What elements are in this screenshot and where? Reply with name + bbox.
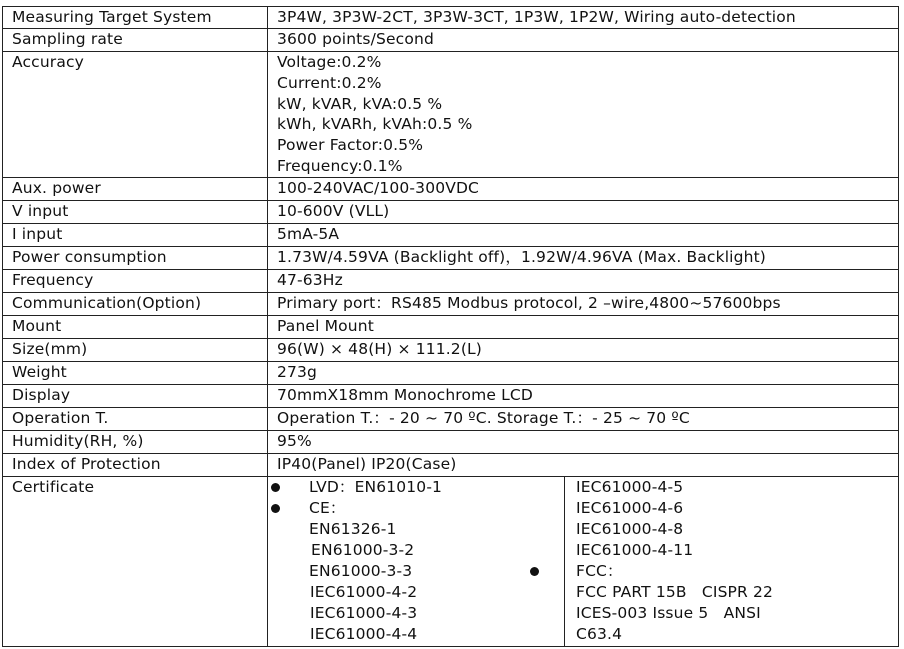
spec-value: Primary port：RS485 Modbus protocol, 2 –wire,4800~57600bps [268,292,899,315]
list-item [576,561,866,582]
certificate-item: IEC61000-4-4 [310,624,418,643]
certificate-list [268,477,898,646]
certificate-item: IEC61000-4-3 [310,603,418,622]
certificate-item: FCC： [576,561,623,580]
spec-value: Operation T.：- 20 ~ 70 ºC. Storage T.：- 25 ~ 70 ºC [268,407,899,430]
certificate-item: EN61326-1 [309,519,397,538]
spec-label: Sampling rate [3,29,268,52]
spec-label: Mount [3,315,268,338]
list-item [268,540,564,561]
accuracy-line: Frequency:0.1% [277,156,403,175]
certificate-item: ICES-003 Issue 5 ANSI [576,603,761,622]
certificate-item: IEC61000-4-6 [576,498,684,517]
spec-label: Measuring Target System [3,7,268,29]
list-item [268,624,564,645]
certificate-column-left [268,477,564,645]
table-row [3,292,899,315]
spec-value: IP40(Panel) IP20(Case) [268,453,899,476]
list-item [268,603,564,624]
spec-value: 273g [268,361,899,384]
list-item [268,519,564,540]
spec-value: 100-240VAC/100-300VDC [268,177,899,200]
spec-label: Weight [3,361,268,384]
table-row [3,177,899,200]
specification-sheet [2,6,899,647]
spec-value: 3P4W, 3P3W-2CT, 3P3W-3CT, 1P3W, 1P2W, Wiring auto-detection [268,7,899,29]
certificate-cell [268,476,899,646]
spec-label: Communication(Option) [3,292,268,315]
list-item [268,582,564,603]
spec-value: 10-600V (VLL) [268,200,899,223]
spec-label: Operation T. [3,407,268,430]
accuracy-line: Voltage:0.2% [277,53,382,71]
list-item [576,624,866,645]
table-row [3,246,899,269]
spec-label: Index of Protection [3,453,268,476]
list-item [576,519,866,540]
spec-label: Size(mm) [3,338,268,361]
spec-value: 5mA-5A [268,223,899,246]
table-row [3,223,899,246]
accuracy-line: Power Factor:0.5% [277,136,424,155]
spec-value-multiline [268,52,899,178]
spec-label: Certificate [3,476,268,646]
certificate-column-right [576,477,866,645]
bullet-icon [271,483,280,492]
certificate-item: FCC PART 15B CISPR 22 [576,582,774,601]
column-divider [564,476,565,646]
certificate-item: C63.4 [576,624,623,643]
spec-label: Accuracy [3,52,268,178]
list-item [576,477,866,498]
spec-label: Frequency [3,269,268,292]
certificate-item: IEC61000-4-8 [576,519,684,538]
table-row [3,52,899,178]
list-item [268,561,564,582]
certificate-item: CE： [309,498,346,517]
accuracy-line: Current:0.2% [277,73,382,92]
accuracy-line: kW, kVAR, kVA:0.5 % [277,94,443,113]
certificate-item: EN61000-3-3 [309,561,413,580]
certificate-item: IEC61000-4-11 [576,540,694,559]
table-row [3,476,899,646]
table-row [3,269,899,292]
list-item [576,603,866,624]
spec-table [2,6,899,647]
table-row [3,430,899,453]
spec-value: 95% [268,430,899,453]
certificate-item: IEC61000-4-2 [310,582,418,601]
table-row [3,384,899,407]
spec-label: Display [3,384,268,407]
list-item [268,498,564,519]
spec-value: 70mmX18mm Monochrome LCD [268,384,899,407]
spec-value: 1.73W/4.59VA (Backlight off)，1.92W/4.96VA (Max. Backlight) [268,246,899,269]
bullet-icon [530,567,539,576]
table-row [3,361,899,384]
list-item [576,540,866,561]
spec-label: V input [3,200,268,223]
table-row [3,200,899,223]
spec-value: 96(W) × 48(H) × 111.2(L) [268,338,899,361]
table-row [3,315,899,338]
spec-value: 47-63Hz [268,269,899,292]
bullet-icon [271,504,280,513]
spec-label: I input [3,223,268,246]
spec-value: Panel Mount [268,315,899,338]
certificate-item: IEC61000-4-5 [576,477,684,496]
table-row [3,338,899,361]
list-item [268,477,564,498]
spec-value: 3600 points/Second [268,29,899,52]
certificate-item: LVD：EN61010-1 [309,477,443,496]
table-row [3,407,899,430]
table-row [3,29,899,52]
table-row [3,7,899,29]
list-item [576,498,866,519]
spec-label: Power consumption [3,246,268,269]
accuracy-line: kWh, kVARh, kVAh:0.5 % [277,115,473,134]
spec-label: Humidity(RH, %) [3,430,268,453]
certificate-item: EN61000-3-2 [311,540,415,559]
list-item [576,582,866,603]
table-row [3,453,899,476]
spec-label: Aux. power [3,177,268,200]
